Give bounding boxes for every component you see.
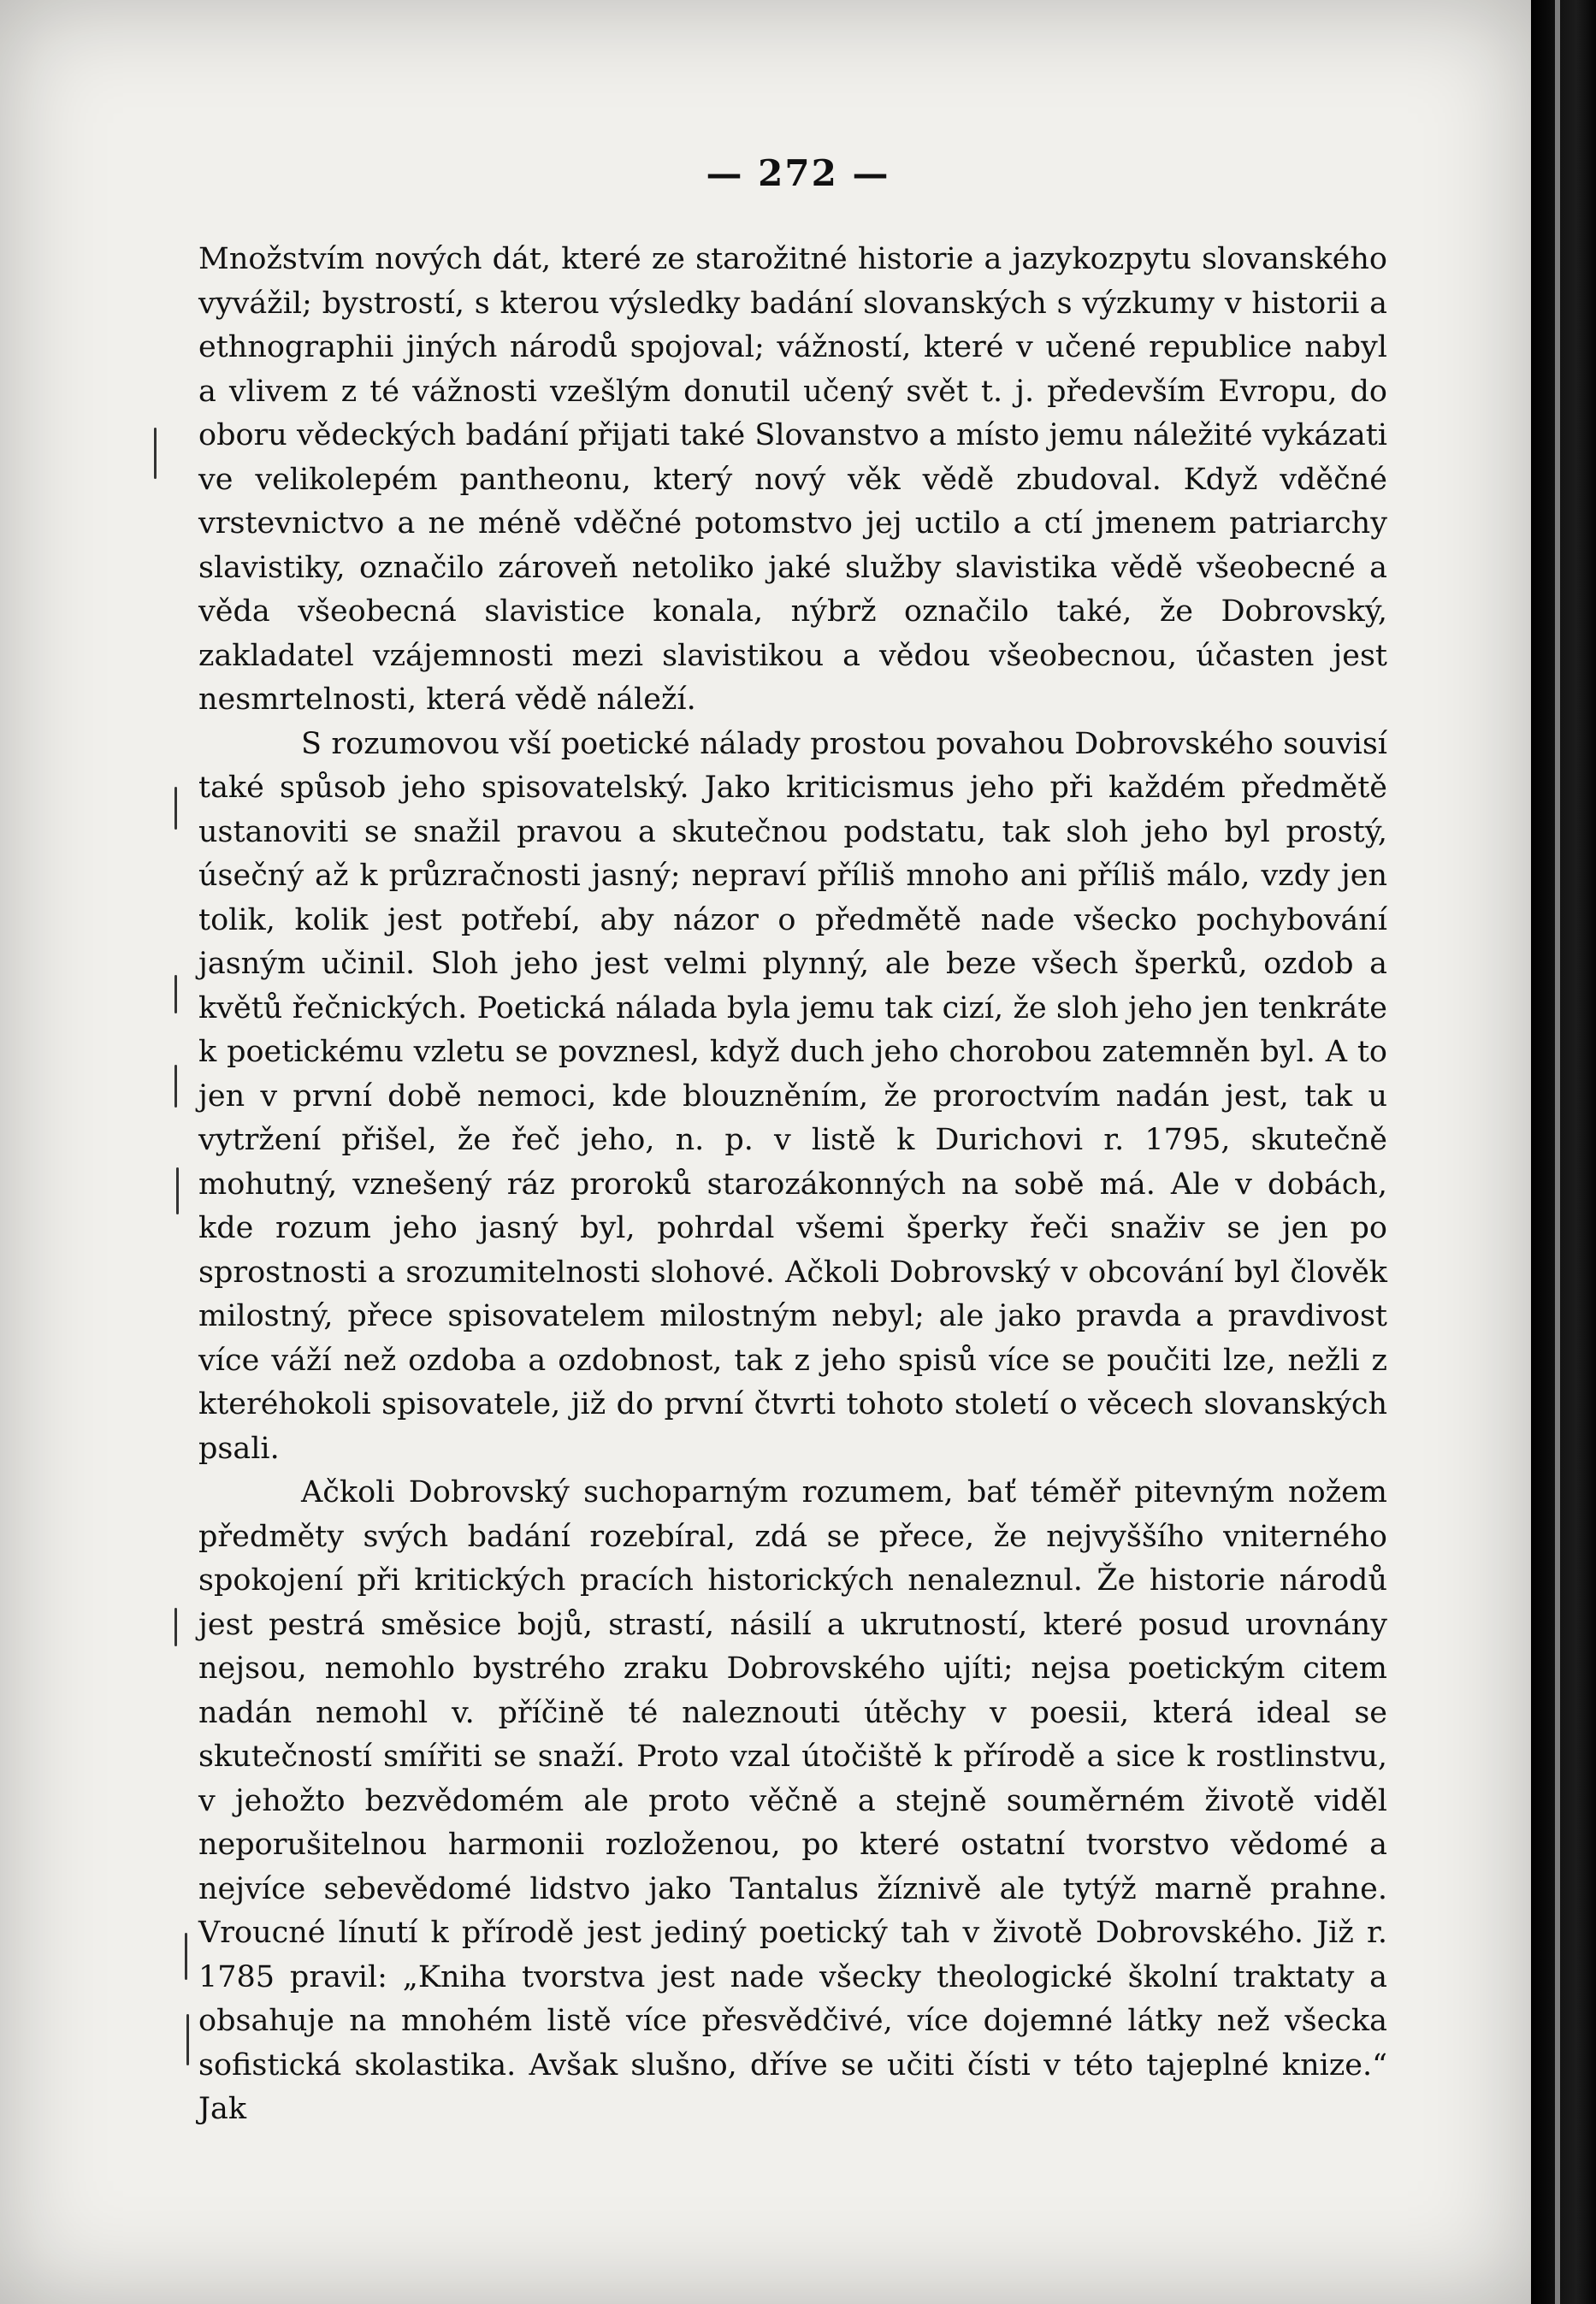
margin-pencil-mark bbox=[174, 1065, 177, 1108]
scan-edge-stripe bbox=[1555, 0, 1560, 2304]
margin-pencil-mark bbox=[176, 1167, 179, 1214]
margin-pencil-mark bbox=[186, 2014, 189, 2065]
margin-pencil-mark bbox=[174, 787, 177, 830]
paragraph-2: S rozumovou vší poetické nálady prostou povahou Dobrovského souvisí také spůsob jeho spisovatelský. Jako kriticismus jeho při každém předmětě ustanoviti se snažil pravou a skutečnou podstatu, tak sloh jeho byl prostý, úsečný až k průzračnosti jasný; nepraví příliš mnoho ani příliš málo, vzdy jen tolik, kolik jest potřebí, aby názor o předmětě nade všecko pochybování jasným učinil. Sloh jeho jest velmi plynný, ale beze všech šperků, ozdob a květů řečnických. Poetická nálada byla jemu tak cizí, že sloh jeho jen tenkráte k poetickému vzletu se povznesl, když duch jeho chorobou zatemněn byl. A to jen v první době nemoci, kde blouzněním, že proroctvím nadán jest, tak u vytržení přišel, že řeč jeho, n. p. v listě k Durichovi r. 1795, skutečně mohutný, vznešený ráz proroků starozákonných na sobě má. Ale v dobách, kde rozum jeho jasný byl, pohrdal všemi šperky řeči snaživ se jen po sprostnosti a srozumitelnosti slohové. Ačkoli Dobrovský v obcování byl člověk milostný, přece spisovatelem milostným nebyl; ale jako pravda a pravdivost více váží než ozdoba a ozdobnost, tak z jeho spisů více se poučiti lze, nežli z kteréhokoli spisovatele, již do první čtvrti tohoto století o věcech slovanských psali. bbox=[198, 726, 1387, 1466]
scan-right-edge bbox=[1531, 0, 1596, 2304]
paragraph-1: Množstvím nových dát, které ze starožitné historie a jazykozpytu slovanského vyvážil; bystrostí, s kterou výsledky badání slovanských s výzkumy v historii a ethnographii jiných národů spojoval; vážností, které v učené republice nabyl a vlivem z té vážnosti vzešlým donutil učený svět t. j. především Evropu, do oboru vědeckých badání přijati také Slovanstvo a místo jemu náležité vykázati ve velikolepém pantheonu, který nový věk vědě zbudoval. Když vděčné vrstevnictvo a ne méně vděčné potomstvo jej uctilo a ctí jmenem patriarchy slavistiky, označilo zároveň netoliko jaké služby slavistika vědě všeobecné a věda všeobecná slavistice konala, nýbrž označilo také, že Dobrovský, zakladatel vzájemnosti mezi slavistikou a vědou všeobecnou, účasten jest nesmrtelnosti, která vědě náleží. bbox=[198, 242, 1387, 717]
body-text bbox=[198, 238, 1387, 2132]
margin-pencil-mark bbox=[174, 975, 177, 1013]
margin-pencil-mark bbox=[174, 1608, 177, 1646]
margin-pencil-mark bbox=[185, 1933, 187, 1980]
margin-pencil-mark bbox=[154, 428, 157, 479]
page-number: — 272 — bbox=[706, 152, 890, 194]
paragraph-3: Ačkoli Dobrovský suchoparným rozumem, bať téměř pitevným nožem předměty svých badání rozebíral, zdá se přece, že nejvyššího vniterného spokojení při kritických pracích historických nenaleznul. Že historie národů jest pestrá směsice bojů, strastí, násilí a ukrutností, které posud urovnány nejsou, nemohlo bystrého zraku Dobrovského ujíti; nejsa poetickým citem nadán nemohl v. příčině té naleznouti útěchy v poesii, která ideal se skutečností smířiti se snaží. Proto vzal útočiště k přírodě a sice k rostlinstvu, v jehožto bezvědomém ale proto věčně a stejně souměrném životě viděl neporušitelnou harmonii rozloženou, po které ostatní tvorstvo vědomé a nejvíce sebevědomé lidstvo jako Tantalus žíznivě ale tytýž marně prahne. Vroucné línutí k přírodě jest jediný poetický tah v životě Dobrovského. Již r. 1785 pravil: „Kniha tvorstva jest nade všecky theologické školní traktaty a obsahuje na mnohém listě více přesvědčivé, více dojemné látky než všecka sofistická skolastika. Avšak slušno, dříve se učiti čísti v této tajeplné knize.“ Jak bbox=[198, 1475, 1387, 2126]
